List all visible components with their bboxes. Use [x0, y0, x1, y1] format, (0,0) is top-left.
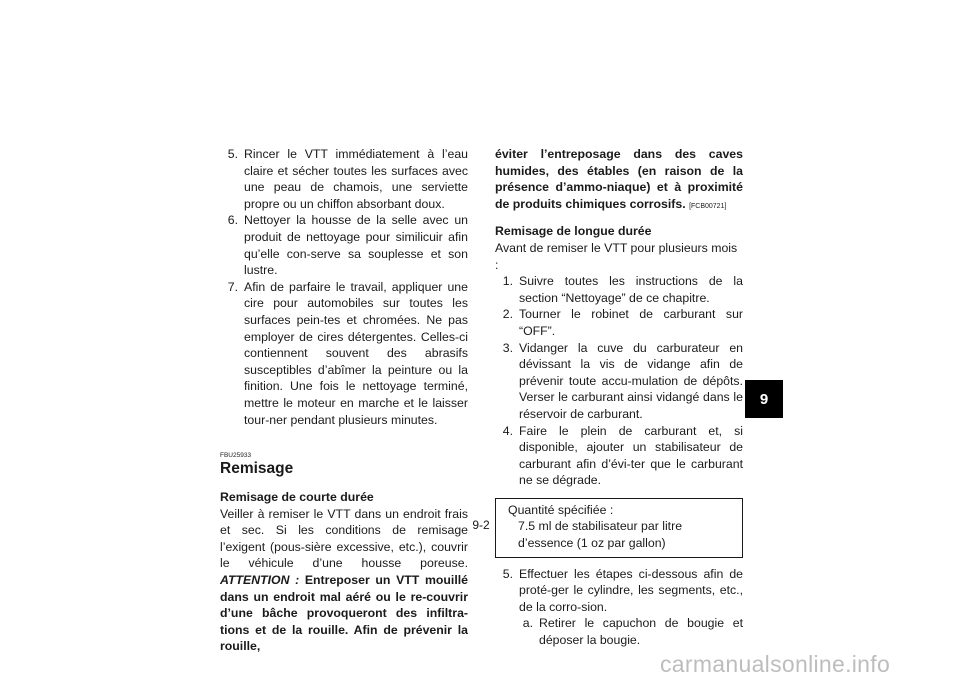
step-text: Vidanger la cuve du carburateur en dévissant la vis de vidange afin de prévenir toute accu-mulation de dépôts. Verser le carburant ainsi vidangé dans le réservoir de carburant.	[519, 340, 743, 421]
step-number: 4.	[502, 423, 513, 438]
spec-label: Quantité spécifiée :	[508, 502, 614, 517]
attention-code: [FCB00721]	[689, 202, 727, 210]
short-storage-text: Veiller à remiser le VTT dans un endroit frais et sec. Si les conditions de remisage l’exigent (pous-sière excessive, etc.), couvrir le véhicule d’une housse poreuse.	[220, 506, 468, 571]
list-item	[495, 340, 743, 423]
sub-step-letter: a.	[522, 616, 533, 631]
step-number: 3.	[502, 340, 513, 355]
step-number: 2.	[502, 307, 513, 322]
attention-label: ATTENTION :	[220, 573, 300, 588]
left-column	[220, 146, 468, 655]
step-number: 7.	[227, 279, 238, 294]
short-storage-paragraph	[220, 506, 468, 655]
sub-step-text: Retirer le capuchon de bougie et déposer la bougie.	[539, 616, 743, 648]
list-item	[220, 146, 468, 212]
short-storage-title: Remisage de courte durée	[220, 490, 374, 505]
step-text: Rincer le VTT immédiatement à l’eau claire et sécher toutes les surfaces avec une peau de chamois, une serviette propre ou un chiffon absorbant doux.	[244, 147, 468, 211]
list-item	[495, 566, 743, 616]
step-text: Effectuer les étapes ci-dessous afin de proté-ger le cylindre, les segments, etc., de la corro-sion.	[519, 566, 743, 614]
specification-box	[495, 498, 743, 558]
chapter-tab: 9	[745, 380, 783, 418]
step-text: Tourner le robinet de carburant sur “OFF”.	[519, 307, 743, 338]
list-item	[220, 279, 468, 428]
list-item	[495, 306, 743, 339]
section-code: FBU25933	[220, 452, 252, 460]
step-text: Nettoyer la housse de la selle avec un produit de nettoyage pour similicuir afin qu’elle con-serve sa souplesse et son lustre.	[244, 213, 468, 278]
long-storage-intro: Avant de remiser le VTT pour plusieurs mois :	[495, 240, 738, 272]
right-column	[495, 146, 743, 649]
sub-list-item	[519, 615, 743, 648]
long-storage-title: Remisage de longue durée	[495, 224, 652, 239]
step-number: 5.	[227, 147, 238, 161]
step-text: Faire le plein de carburant et, si disponible, ajouter un stabilisateur de carburant afin d’évi-ter que le carburant ne se dégrade.	[519, 423, 743, 488]
step-number: 1.	[502, 274, 513, 289]
list-item	[495, 273, 743, 306]
list-item	[495, 423, 743, 489]
list-item	[220, 212, 468, 278]
step-number: 6.	[227, 213, 238, 228]
step-text: Afin de parfaire le travail, appliquer une cire pour automobiles sur toutes les surfaces pein-tes et chromées. Ne pas employer de cires détergentes. Celles-ci contiennent souvent des abrasifs susceptibles d’abîmer la peinture ou la finition. Une fois le nettoyage terminé, mettre le moteur en marche et le laisser tour-ner pendant plusieurs minutes.	[244, 279, 468, 427]
watermark: carmanualsonline.info	[660, 651, 891, 677]
section-title: Remisage	[220, 460, 294, 478]
attention-continuation-text: éviter l’entreposage dans des caves humides, des étables (en raison de la présence d’ammo-niaque) et à proximité de produits chimiques corrosifs.	[495, 147, 743, 211]
attention-continuation	[495, 146, 743, 215]
step-number: 5.	[502, 566, 513, 581]
spec-value: 7.5 ml de stabilisateur par litre d’essence (1 oz par gallon)	[518, 519, 683, 551]
step-text: Suivre toutes les instructions de la section “Nettoyage” de ce chapitre.	[519, 274, 743, 305]
attention-text: Entreposer un VTT mouillé dans un endroit mal aéré ou le re-couvrir d’une bâche provoqueront des infiltra-tions et de la rouille. Afin de prévenir la rouille,	[220, 573, 468, 654]
page-number: 9-2	[472, 518, 490, 532]
